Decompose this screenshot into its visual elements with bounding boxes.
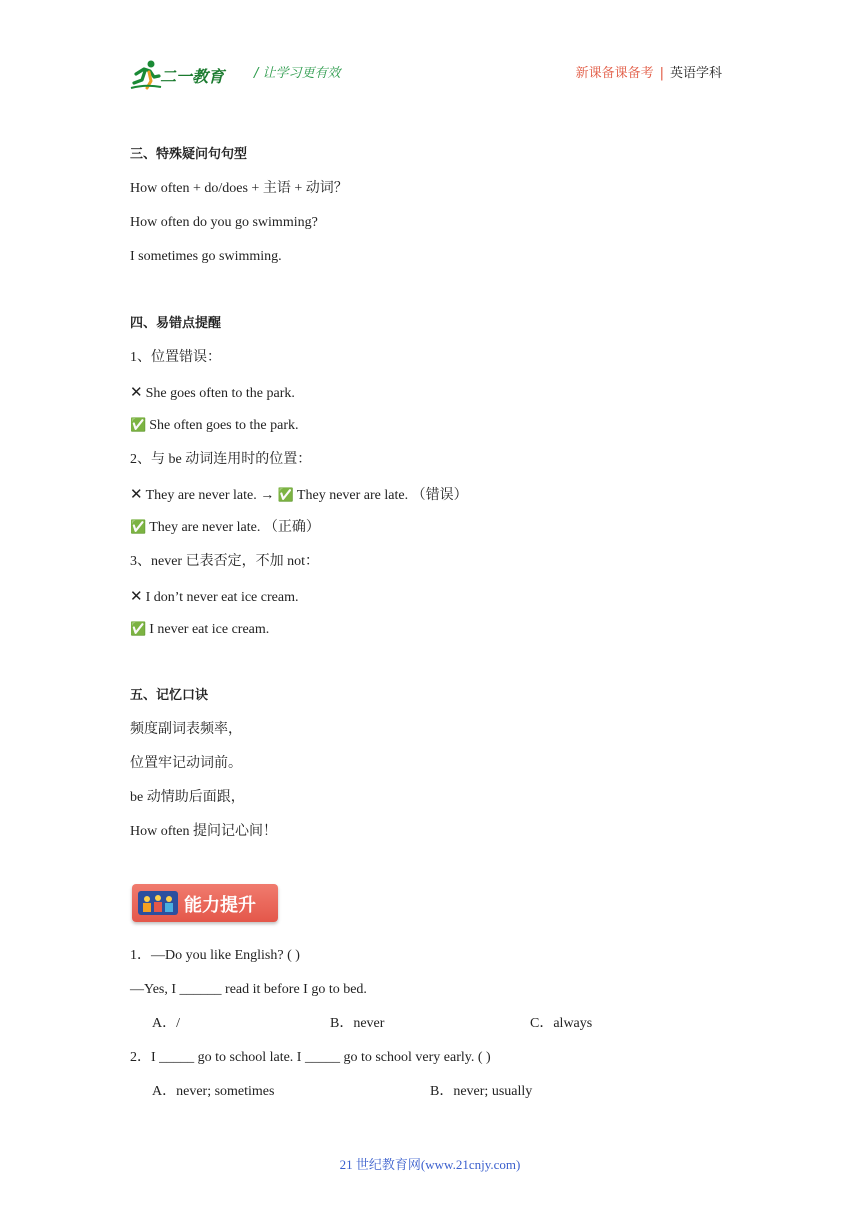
cross-icon: ✕ <box>130 485 143 503</box>
runner-logo-icon <box>130 58 162 90</box>
mnemonic-line-3: be 动情助后面跟， <box>130 790 245 805</box>
tip-1-right-text: She often goes to the park. <box>149 418 299 433</box>
check-icon: ✅ <box>277 488 294 503</box>
mnemonic-line-2: 位置牢记动词前。 <box>130 756 242 771</box>
tip-2-wrong-text-b: They never are late. （错误） <box>296 488 468 503</box>
section-3-line-1: How often + do/does + 主语 + 动词？ <box>130 181 348 196</box>
check-icon: ✅ <box>130 418 147 433</box>
tip-2-wrong <box>130 485 468 505</box>
cross-icon: ✕ <box>130 383 143 401</box>
tip-2-right <box>130 519 320 537</box>
mnemonic-line-4: How often 提问记心间！ <box>130 824 277 839</box>
tip-1-right <box>130 417 298 435</box>
question-1-line-2: —Yes, I ______ read it before I go to bed. <box>130 982 367 997</box>
tip-3-right <box>130 621 269 639</box>
question-1-option-c: C．always <box>530 1016 593 1031</box>
tip-2-wrong-text-a: They are never late. → <box>145 488 275 503</box>
page-footer: 21 世纪教育网(www.21cnjy.com) <box>339 1157 521 1172</box>
tip-3-heading: 3、never 已表否定，不加 not： <box>130 554 319 569</box>
tip-2-right-text: They are never late. （正确） <box>149 520 320 535</box>
header-subject <box>576 62 722 81</box>
question-2-option-b: B．never; usually <box>430 1084 533 1099</box>
cross-icon: ✕ <box>130 587 143 605</box>
header-course-label: 新课备课备考 <box>575 66 654 81</box>
question-1-stem: 1．—Do you like English? ( ) <box>130 948 300 963</box>
section-3-line-3: I sometimes go swimming. <box>130 249 282 264</box>
page-header <box>130 54 730 94</box>
tip-3-right-text: I never eat ice cream. <box>149 622 270 637</box>
header-subject-label: 英语学科 <box>669 66 722 81</box>
tip-1-wrong <box>130 383 295 403</box>
question-1-option-a: A．/ <box>152 1016 180 1031</box>
section-5-title: 五、记忆口诀 <box>130 688 209 703</box>
slogan: / 让学习更有效 <box>254 66 341 81</box>
tip-3-wrong-text: I don’t never eat ice cream. <box>145 590 299 605</box>
tip-1-heading: 1、位置错误： <box>130 350 221 365</box>
badge-label: 能力提升 <box>184 895 256 916</box>
header-divider: | <box>659 66 664 81</box>
check-icon: ✅ <box>130 520 147 535</box>
section-3-title: 三、特殊疑问句句型 <box>130 147 248 162</box>
mnemonic-line-1: 频度副词表频率， <box>130 722 242 737</box>
logo-text: 二一教育 <box>160 67 225 86</box>
question-2-stem: 2．I _____ go to school late. I _____ go to school very early. ( ) <box>130 1050 491 1065</box>
section-3-line-2: How often do you go swimming? <box>130 215 318 230</box>
ability-badge <box>132 884 278 922</box>
logo <box>130 58 240 90</box>
people-icon <box>138 891 178 915</box>
question-1-option-b: B．never <box>330 1016 385 1031</box>
tip-1-wrong-text: She goes often to the park. <box>145 386 295 401</box>
section-4-title: 四、易错点提醒 <box>130 316 222 331</box>
check-icon: ✅ <box>130 622 147 637</box>
question-2-option-a: A．never; sometimes <box>152 1084 275 1099</box>
tip-3-wrong <box>130 587 298 607</box>
tip-2-heading: 2、与 be 动词连用时的位置： <box>130 452 312 467</box>
